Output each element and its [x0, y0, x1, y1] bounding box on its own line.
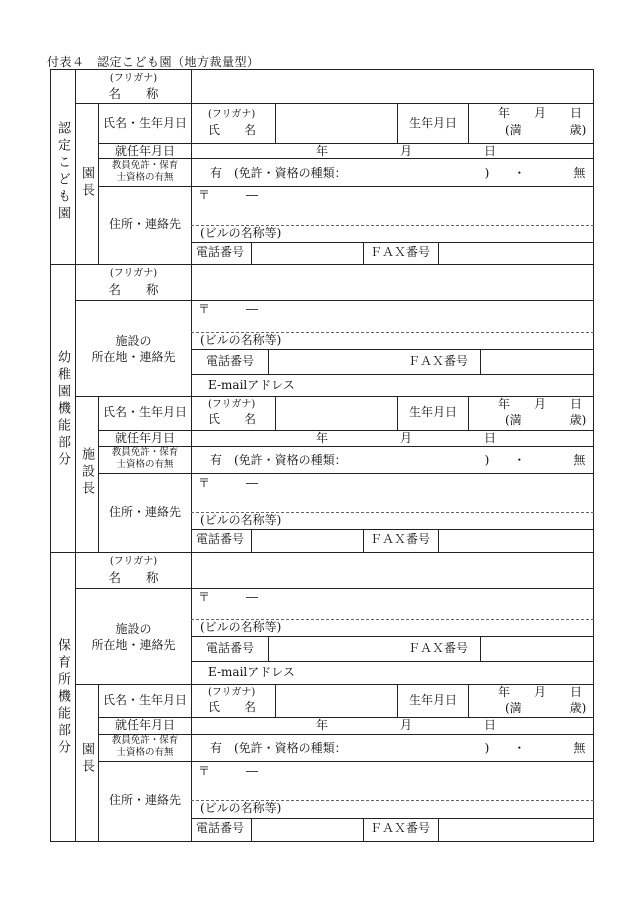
appointment-date-label: 就任年月日 [114, 718, 175, 732]
birthday-date: 年 月 日 [498, 106, 583, 120]
form-caption: 付表４ 認定こども園（地方裁量型） [47, 55, 260, 69]
cell-divider [468, 103, 469, 143]
name-birthday-label: 氏名・生年月日 [102, 405, 187, 419]
section-divider [75, 69, 76, 842]
section-title-hoikusho: 保育所機能部分 [55, 638, 70, 757]
person-name-label: 氏 名 [208, 700, 257, 714]
person-name-label: 氏 名 [208, 412, 257, 426]
appointment-date-label: 就任年月日 [114, 431, 175, 445]
table-border-top [50, 69, 594, 70]
appointment-date-label: 就任年月日 [114, 144, 175, 158]
appointment-date: 年 月 日 [316, 431, 497, 445]
appointment-date: 年 月 日 [316, 718, 497, 732]
postal-code: 〒 ― [198, 590, 259, 604]
birthday-date: 年 月 日 [498, 685, 583, 699]
cell-divider [275, 684, 276, 717]
building-name-label: (ビルの名称等) [200, 513, 282, 527]
postal-code: 〒 ― [198, 188, 259, 202]
table-border-bottom [50, 841, 594, 842]
birthday-label: 生年月日 [408, 116, 457, 130]
address-label: 住所・連絡先 [108, 505, 181, 519]
license-label: 士資格の有無 [116, 747, 174, 758]
fax-label: ＦＡＸ番号 [408, 354, 469, 368]
building-name-label: (ビルの名称等) [200, 620, 282, 634]
license-label: 教員免許・保育 [111, 160, 179, 171]
license-label: 士資格の有無 [116, 172, 174, 183]
postal-code: 〒 ― [198, 764, 259, 778]
postal-code: 〒 ― [198, 302, 259, 316]
cell-divider [468, 684, 469, 717]
cell-divider [268, 349, 269, 374]
cell-divider [480, 636, 481, 661]
age-field: (満 歳) [505, 701, 587, 715]
tel-label: 電話番号 [206, 354, 255, 368]
birthday-label: 生年月日 [408, 405, 457, 419]
label-divider [191, 69, 192, 842]
row-line [75, 588, 594, 589]
row-line [98, 761, 594, 762]
table-border-right [593, 69, 594, 842]
cell-divider [275, 103, 276, 143]
subsection-divider [98, 684, 99, 842]
subsection-divider [98, 396, 99, 552]
license-label: 教員免許・保育 [111, 735, 179, 746]
cell-divider [468, 396, 469, 430]
address-label: 住所・連絡先 [108, 793, 181, 807]
tel-label: 電話番号 [196, 821, 245, 835]
facility-address-label: 所在地・連絡先 [91, 350, 176, 364]
row-line [191, 349, 594, 350]
email-label: E-mailアドレス [208, 665, 295, 679]
cell-divider [438, 529, 439, 552]
license-value: 有 (免許・資格の種類： ) ・ 無 [210, 453, 586, 467]
cell-divider [480, 349, 481, 374]
cell-divider [363, 529, 364, 552]
cell-divider [268, 636, 269, 661]
table-border-left [50, 69, 51, 842]
license-label: 士資格の有無 [116, 459, 174, 470]
email-label: E-mailアドレス [208, 378, 295, 392]
license-value: 有 (免許・資格の種類： ) ・ 無 [210, 166, 586, 180]
section-separator [50, 264, 594, 265]
cell-divider [438, 818, 439, 842]
facility-address-label: 施設の [115, 622, 152, 636]
fax-label: ＦＡＸ番号 [370, 245, 431, 259]
row-line [191, 636, 594, 637]
furigana-label: (フリガナ) [208, 109, 256, 120]
row-line [75, 300, 594, 301]
license-label: 教員免許・保育 [111, 447, 179, 458]
name-label: 名 称 [108, 282, 159, 297]
building-name-label: (ビルの名称等) [200, 226, 282, 240]
subsection-title-shisetsuchou: 施設長 [79, 447, 94, 498]
tel-label: 電話番号 [206, 641, 255, 655]
cell-divider [363, 818, 364, 842]
row-line [75, 103, 594, 104]
building-name-label: (ビルの名称等) [200, 333, 282, 347]
cell-divider [363, 242, 364, 264]
row-line [191, 374, 594, 375]
facility-address-label: 所在地・連絡先 [91, 638, 176, 652]
age-field: (満 歳) [505, 123, 587, 137]
fax-label: ＦＡＸ番号 [408, 641, 469, 655]
postal-code: 〒 ― [198, 476, 259, 490]
birthday-date: 年 月 日 [498, 397, 583, 411]
row-line [191, 661, 594, 662]
row-line [98, 473, 594, 474]
license-value: 有 (免許・資格の種類： ) ・ 無 [210, 741, 586, 755]
subsection-title-enchou: 園長 [79, 742, 94, 776]
application-form-table [50, 69, 594, 842]
cell-divider [275, 396, 276, 430]
birthday-label: 生年月日 [408, 693, 457, 707]
cell-divider [251, 529, 252, 552]
furigana-label: (フリガナ) [208, 399, 256, 410]
person-name-label: 氏 名 [208, 123, 257, 137]
facility-address-label: 施設の [115, 334, 152, 348]
cell-divider [438, 242, 439, 264]
name-label: 名 称 [108, 570, 159, 585]
section-title-youchien: 幼稚園機能部分 [55, 350, 70, 469]
section-title-nintei: 認定こども園 [55, 121, 70, 223]
furigana-label: (フリガナ) [109, 73, 158, 84]
age-field: (満 歳) [505, 413, 587, 427]
section-separator [50, 552, 594, 553]
appointment-date: 年 月 日 [316, 144, 497, 158]
name-label: 名 称 [108, 86, 159, 101]
tel-label: 電話番号 [196, 245, 245, 259]
furigana-label: (フリガナ) [208, 687, 256, 698]
fax-label: ＦＡＸ番号 [370, 532, 431, 546]
address-label: 住所・連絡先 [108, 217, 181, 231]
name-birthday-label: 氏名・生年月日 [102, 116, 187, 130]
row-line [98, 186, 594, 187]
subsection-title-enchou: 園長 [79, 166, 94, 200]
building-name-label: (ビルの名称等) [200, 801, 282, 815]
furigana-label: (フリガナ) [109, 268, 158, 279]
cell-divider [251, 242, 252, 264]
name-birthday-label: 氏名・生年月日 [102, 693, 187, 707]
furigana-label: (フリガナ) [109, 556, 158, 567]
cell-divider [251, 818, 252, 842]
tel-label: 電話番号 [196, 532, 245, 546]
fax-label: ＦＡＸ番号 [370, 821, 431, 835]
